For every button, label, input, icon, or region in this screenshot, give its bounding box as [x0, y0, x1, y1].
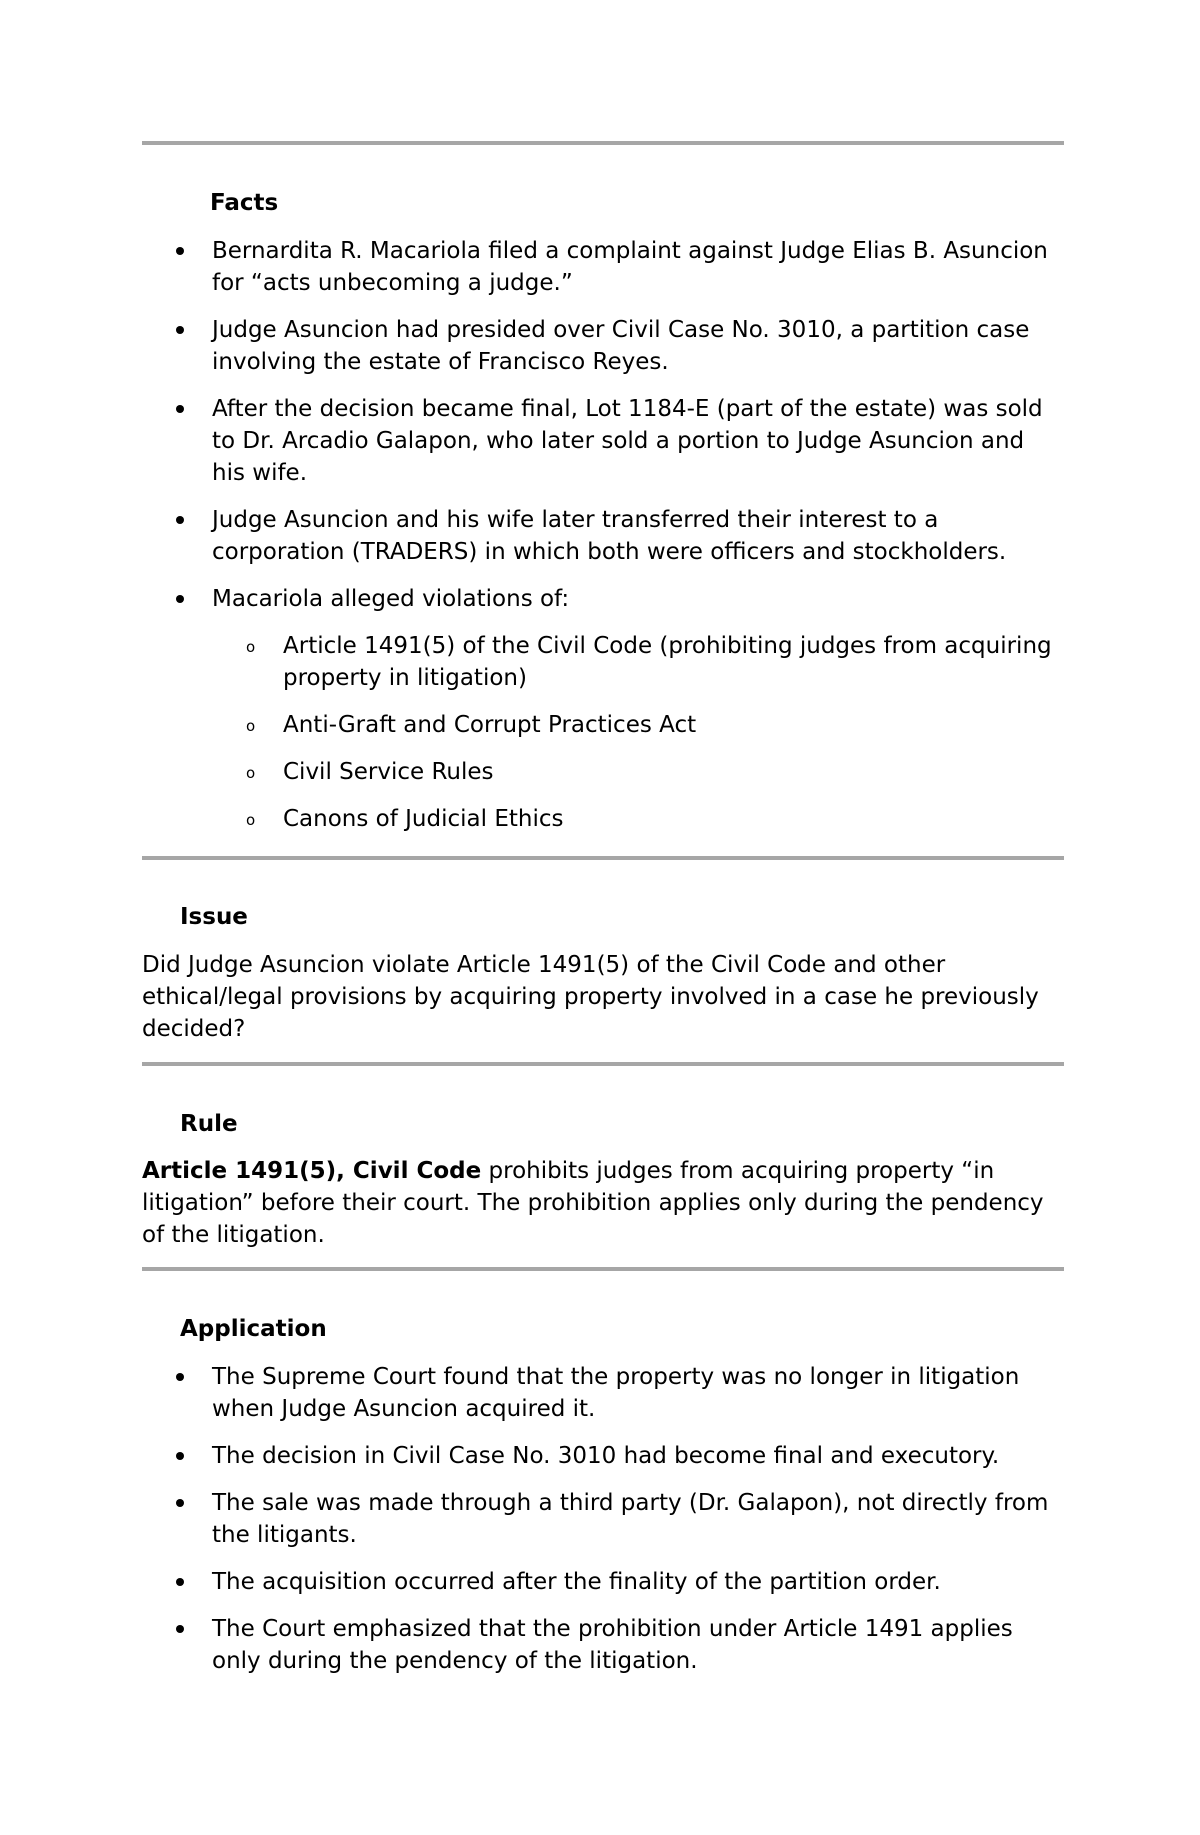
- sub-list-item: [212, 756, 1064, 788]
- violations-sublist: [212, 630, 1064, 835]
- facts-list: [142, 235, 1064, 835]
- circle-bullet-icon: o: [246, 811, 256, 829]
- list-item: [142, 583, 1064, 835]
- bullet-icon: [176, 1499, 184, 1507]
- rule-section: [142, 1155, 1064, 1251]
- facts-heading: Facts: [210, 190, 279, 216]
- list-item: [142, 235, 1064, 299]
- circle-bullet-icon: o: [246, 638, 256, 656]
- rule-text: [142, 1155, 1064, 1251]
- bullet-icon: [176, 247, 184, 255]
- bullet-icon: [176, 1373, 184, 1381]
- sub-list-item: [212, 803, 1064, 835]
- list-item: [142, 1566, 1064, 1598]
- list-item: [142, 1361, 1064, 1425]
- application-heading: Application: [180, 1316, 327, 1342]
- list-item-text: Judge Asuncion and his wife later transferred their interest to a corporation (TRADERS) in which both were officers and stockholders.: [212, 507, 1007, 565]
- rule-citation: Article 1491(5), Civil Code: [142, 1158, 482, 1184]
- list-item-text: After the decision became final, Lot 1184-E (part of the estate) was sold to Dr. Arcadio Galapon, who later sold a portion to Judge Asuncion and his wife.: [212, 396, 1043, 486]
- bullet-icon: [176, 1625, 184, 1633]
- section-divider: [142, 1267, 1064, 1271]
- list-item-text: The Court emphasized that the prohibition under Article 1491 applies only during the pendency of the litigation.: [212, 1616, 1013, 1674]
- sub-list-item: [212, 709, 1064, 741]
- list-item: [142, 393, 1064, 489]
- list-item: [142, 1440, 1064, 1472]
- list-item: [142, 504, 1064, 568]
- sub-list-item-text: Civil Service Rules: [283, 759, 494, 785]
- sub-list-item-text: Article 1491(5) of the Civil Code (prohibiting judges from acquiring property in litigation): [283, 633, 1052, 691]
- issue-text: Did Judge Asuncion violate Article 1491(5) of the Civil Code and other ethical/legal provisions by acquiring property involved in a case he previously decided?: [142, 952, 1039, 1042]
- bullet-icon: [176, 1452, 184, 1460]
- application-section: [142, 1361, 1064, 1677]
- list-item-text: The sale was made through a third party (Dr. Galapon), not directly from the litigants.: [212, 1490, 1049, 1548]
- list-item: [142, 1613, 1064, 1677]
- list-item: [142, 314, 1064, 378]
- bullet-icon: [176, 595, 184, 603]
- rule-description: prohibits judges from acquiring property “in litigation” before their court. The prohibition applies only during the pendency of the litigation.: [142, 1158, 1044, 1248]
- bullet-icon: [176, 516, 184, 524]
- list-item-text: Bernardita R. Macariola filed a complaint against Judge Elias B. Asuncion for “acts unbecoming a judge.”: [212, 238, 1048, 296]
- circle-bullet-icon: o: [246, 717, 256, 735]
- sub-list-item-text: Canons of Judicial Ethics: [283, 806, 564, 832]
- list-item-text: The acquisition occurred after the finality of the partition order.: [212, 1569, 941, 1595]
- section-divider: [142, 1062, 1064, 1066]
- sub-list-item: [212, 630, 1064, 694]
- application-list: [142, 1361, 1064, 1677]
- rule-heading: Rule: [180, 1111, 238, 1137]
- bullet-icon: [176, 1578, 184, 1586]
- issue-section: [142, 949, 1064, 1045]
- list-item-text: Macariola alleged violations of:: [212, 586, 570, 612]
- section-divider: [142, 856, 1064, 860]
- list-item-text: The decision in Civil Case No. 3010 had become final and executory.: [212, 1443, 1000, 1469]
- bullet-icon: [176, 326, 184, 334]
- circle-bullet-icon: o: [246, 764, 256, 782]
- sub-list-item-text: Anti-Graft and Corrupt Practices Act: [283, 712, 697, 738]
- facts-section: [142, 235, 1064, 835]
- issue-heading: Issue: [180, 904, 248, 930]
- section-divider: [142, 141, 1064, 145]
- list-item: [142, 1487, 1064, 1551]
- bullet-icon: [176, 405, 184, 413]
- list-item-text: The Supreme Court found that the property was no longer in litigation when Judge Asuncion acquired it.: [212, 1364, 1020, 1422]
- list-item-text: Judge Asuncion had presided over Civil Case No. 3010, a partition case involving the estate of Francisco Reyes.: [212, 317, 1030, 375]
